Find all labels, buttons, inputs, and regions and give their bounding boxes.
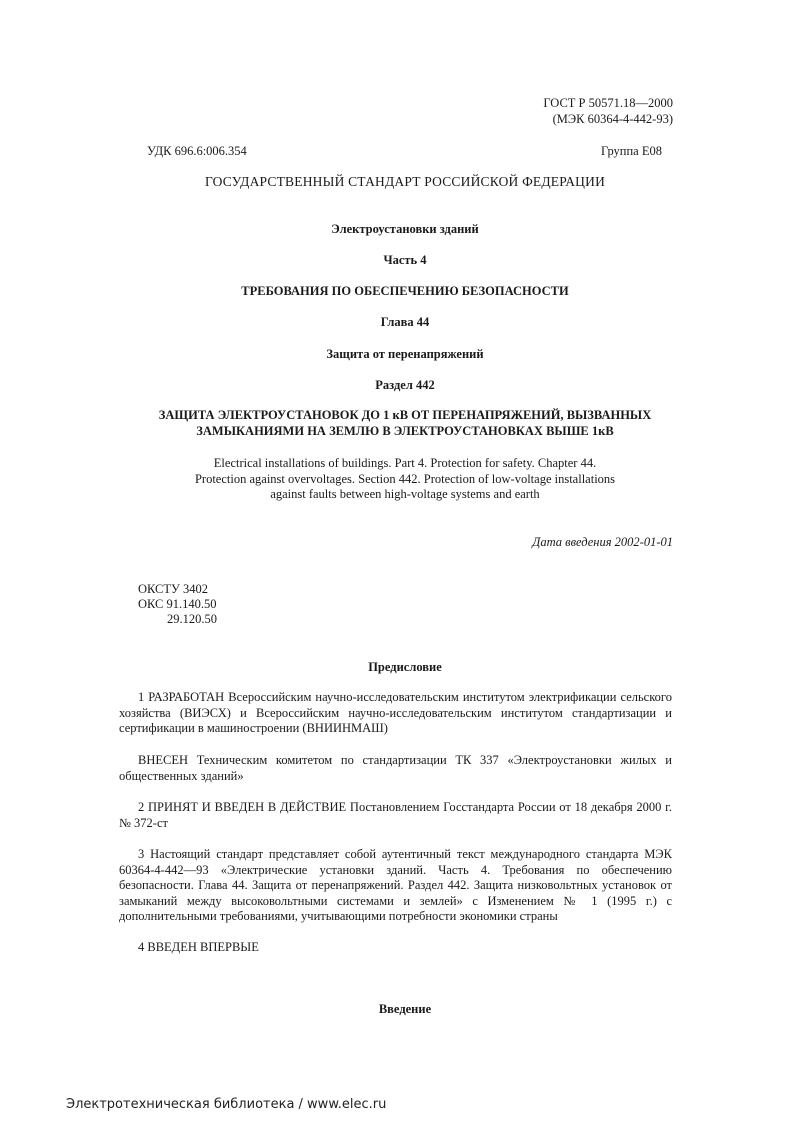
title-line-7b: ЗАМЫКАНИЯМИ НА ЗЕМЛЮ В ЭЛЕКТРОУСТАНОВКАХ ВЫШЕ 1кВ	[196, 424, 614, 438]
footer-library-link[interactable]: Электротехническая библиотека / www.elec.ru	[66, 1097, 387, 1112]
title-line-6: Раздел 442	[375, 378, 435, 392]
title-line-5: Защита от перенапряжений	[326, 347, 484, 361]
english-title-line-2: Protection against overvoltages. Section 442. Protection of low-voltage installations	[194, 472, 616, 486]
foreword-paragraph-3: 2 ПРИНЯТ И ВВЕДЕН В ДЕЙСТВИЕ Постановлением Госстандарта России от 18 декабря 2000 г. № 372-ст	[119, 800, 672, 830]
title-line-2: Часть 4	[383, 253, 427, 267]
title-line-4: Глава 44	[380, 315, 430, 329]
introduction-date: Дата введения 2002-01-01	[532, 535, 673, 549]
iec-number: (МЭК 60364-4-442-93)	[552, 112, 673, 126]
foreword-paragraph-1: 1 РАЗРАБОТАН Всероссийским научно-исследовательским институтом электрификации сельского хозяйства (ВИЭСХ) и Всероссийским научно-исследовательским институтом стандартизации и сертификации в машиностроении (ВНИИНМАШ)	[119, 690, 672, 736]
oks-code: ОКС 91.140.50	[138, 597, 217, 611]
foreword-paragraph-4: 3 Настоящий стандарт представляет собой аутентичный текст международного стандарта МЭК 60364-4-442—93 «Электрические установки зданий. Часть 4. Требования по обеспечению безопасности. Глава 44. Защита от перенапряжений. Раздел 442. Защита низковольтных установок от замыканий между высоковольтными системами и землей» с Изменением № 1 (1995 г.) с дополнительными требованиями, учитывающими потребности экономики страны	[119, 847, 672, 924]
foreword-paragraph-2: ВНЕСЕН Техническим комитетом по стандартизации ТК 337 «Электроустановки жилых и общественных зданий»	[119, 753, 672, 783]
oks-code-2: 29.120.50	[167, 612, 217, 626]
group-code: Группа Е08	[601, 144, 662, 158]
introduction-heading: Введение	[378, 1002, 432, 1016]
title-line-1: Электроустановки зданий	[331, 222, 479, 236]
state-standard-heading: ГОСУДАРСТВЕННЫЙ СТАНДАРТ РОССИЙСКОЙ ФЕДЕРАЦИИ	[204, 174, 606, 189]
udk-code: УДК 696.6:006.354	[147, 144, 247, 158]
english-title-line-3: against faults between high-voltage systems and earth	[270, 487, 540, 501]
title-line-7a: ЗАЩИТА ЭЛЕКТРОУСТАНОВОК ДО 1 кВ ОТ ПЕРЕНАПРЯЖЕНИЙ, ВЫЗВАННЫХ	[158, 408, 652, 422]
foreword-paragraph-5: 4 ВВЕДЕН ВПЕРВЫЕ	[138, 940, 259, 954]
oksty-code: ОКСТУ 3402	[138, 582, 209, 596]
title-line-3: ТРЕБОВАНИЯ ПО ОБЕСПЕЧЕНИЮ БЕЗОПАСНОСТИ	[241, 284, 569, 298]
english-title-line-1: Electrical installations of buildings. Part 4. Protection for safety. Chapter 44.	[213, 456, 597, 470]
foreword-heading: Предисловие	[368, 660, 442, 674]
gost-number: ГОСТ Р 50571.18—2000	[543, 96, 673, 110]
